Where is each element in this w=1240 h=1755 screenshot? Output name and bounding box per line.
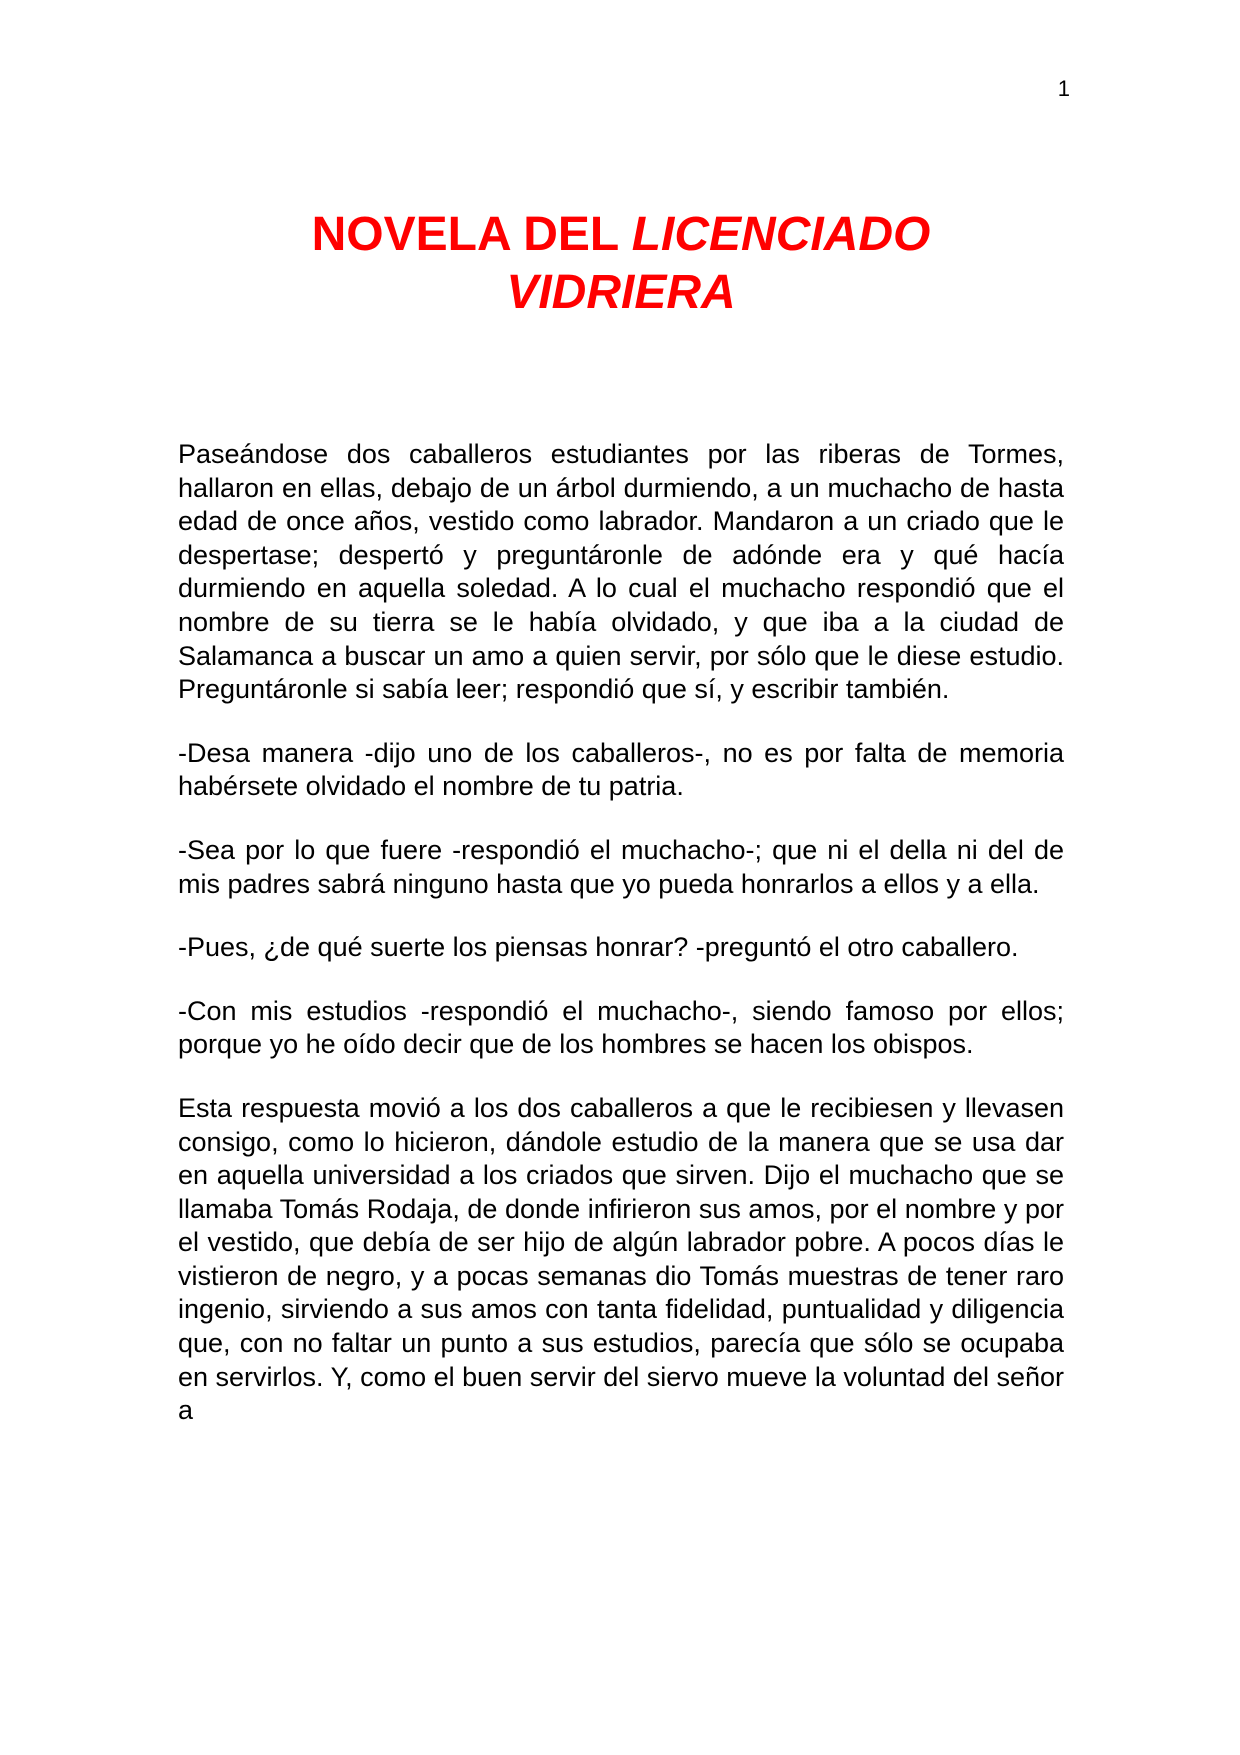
body-text — [178, 438, 1064, 1428]
title-italic-line1: LICENCIADO — [631, 208, 931, 261]
paragraph-2: -Desa manera -dijo uno de los caballeros-, no es por falta de memoria habérsete olvidado el nombre de tu patria. — [178, 737, 1064, 802]
title-plain: NOVELA DEL — [311, 208, 619, 261]
title-italic-line2: VIDRIERA — [506, 266, 736, 319]
paragraph-1: Paseándose dos caballeros estudiantes por las riberas de Tormes, hallaron en ellas, debajo de un árbol durmiendo, a un muchacho de hasta edad de once años, vestido como labrador. Mandaron a un criado que le despertase; despertó y preguntáronle de adónde era y qué hacía durmiendo en aquella soledad. A lo cual el muchacho respondió que el nombre de su tierra se le había olvidado, y que iba a la ciudad de Salamanca a buscar un amo a quien servir, por sólo que le diese estudio. Preguntáronle si sabía leer; respondió que sí, y escribir también. — [178, 439, 1064, 705]
paragraph-6: Esta respuesta movió a los dos caballeros a que le recibiesen y llevasen consigo, como lo hicieron, dándole estudio de la manera que se usa dar en aquella universidad a los criados que sirven. Dijo el muchacho que se llamaba Tomás Rodaja, de donde infirieron sus amos, por el nombre y por el vestido, que debía de ser hijo de algún labrador pobre. A pocos días le vistieron de negro, y a pocas semanas dio Tomás muestras de tener raro ingenio, sirviendo a sus amos con tanta fidelidad, puntualidad y diligencia que, con no faltar un punto a sus estudios, parecía que sólo se ocupaba en servirlos. Y, como el buen servir del siervo mueve la voluntad del señor a — [178, 1092, 1064, 1426]
page-number: 1 — [1057, 76, 1070, 101]
paragraph-3: -Sea por lo que fuere -respondió el muchacho-; que ni el della ni del de mis padres sabrá ninguno hasta que yo pueda honrarlos a ellos y a ella. — [178, 834, 1064, 899]
paragraph-5: -Con mis estudios -respondió el muchacho-, siendo famoso por ellos; porque yo he oído decir que de los hombres se hacen los obispos. — [178, 995, 1064, 1060]
page-title — [178, 206, 1064, 322]
paragraph-4: -Pues, ¿de qué suerte los piensas honrar? -preguntó el otro caballero. — [178, 932, 1019, 963]
